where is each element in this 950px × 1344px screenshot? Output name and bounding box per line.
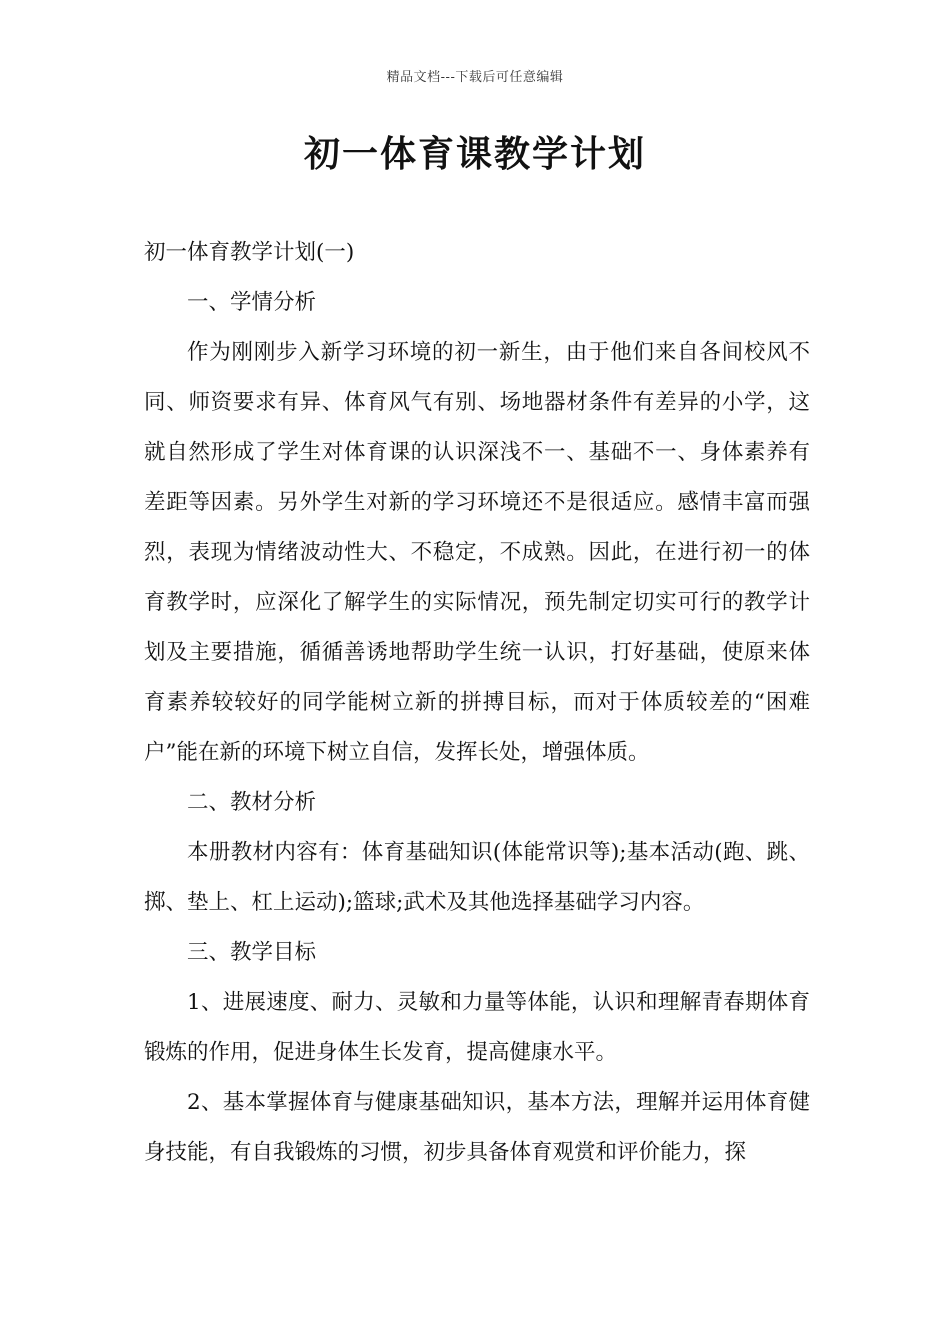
header-note: 精品文档---下载后可任意编辑 <box>386 70 564 85</box>
section-heading-materials: 二、教材分析 <box>187 790 317 815</box>
document-body <box>144 228 810 1178</box>
paragraph-goal-1: 1、进展速度、耐力、灵敏和力量等体能，认识和理解青春期体育锻炼的作用，促进身体生长发育，提高健康水平。 <box>144 990 810 1065</box>
section-heading-goals: 三、教学目标 <box>187 940 317 965</box>
section-subtitle: 初一体育教学计划(一) <box>144 240 355 265</box>
paragraph-materials: 本册教材内容有：体育基础知识(体能常识等);基本活动(跑、跳、掷、垫上、杠上运动);篮球;武术及其他选择基础学习内容。 <box>144 840 810 915</box>
document-title: 初一体育课教学计划 <box>303 133 646 175</box>
paragraph-student-analysis: 作为刚刚步入新学习环境的初一新生，由于他们来自各间校风不同、师资要求有异、体育风气有别、场地器材条件有差异的小学，这就自然形成了学生对体育课的认识深浅不一、基础不一、身体素养有差距等因素。另外学生对新的学习环境还不是很适应。感情丰富而强烈，表现为情绪波动性大、不稳定，不成熟。因此，在进行初一的体育教学时，应深化了解学生的实际情况，预先制定切实可行的教学计划及主要措施，循循善诱地帮助学生统一认识，打好基础，使原来体育素养较较好的同学能树立新的拼搏目标，而对于体质较差的“困难户”能在新的环境下树立自信，发挥长处，增强体质。 <box>144 340 810 765</box>
section-heading-analysis: 一、学情分析 <box>187 290 317 315</box>
paragraph-goal-2: 2、基本掌握体育与健康基础知识，基本方法，理解并运用体育健身技能，有自我锻炼的习惯，初步具备体育观赏和评价能力，探 <box>144 1090 810 1165</box>
